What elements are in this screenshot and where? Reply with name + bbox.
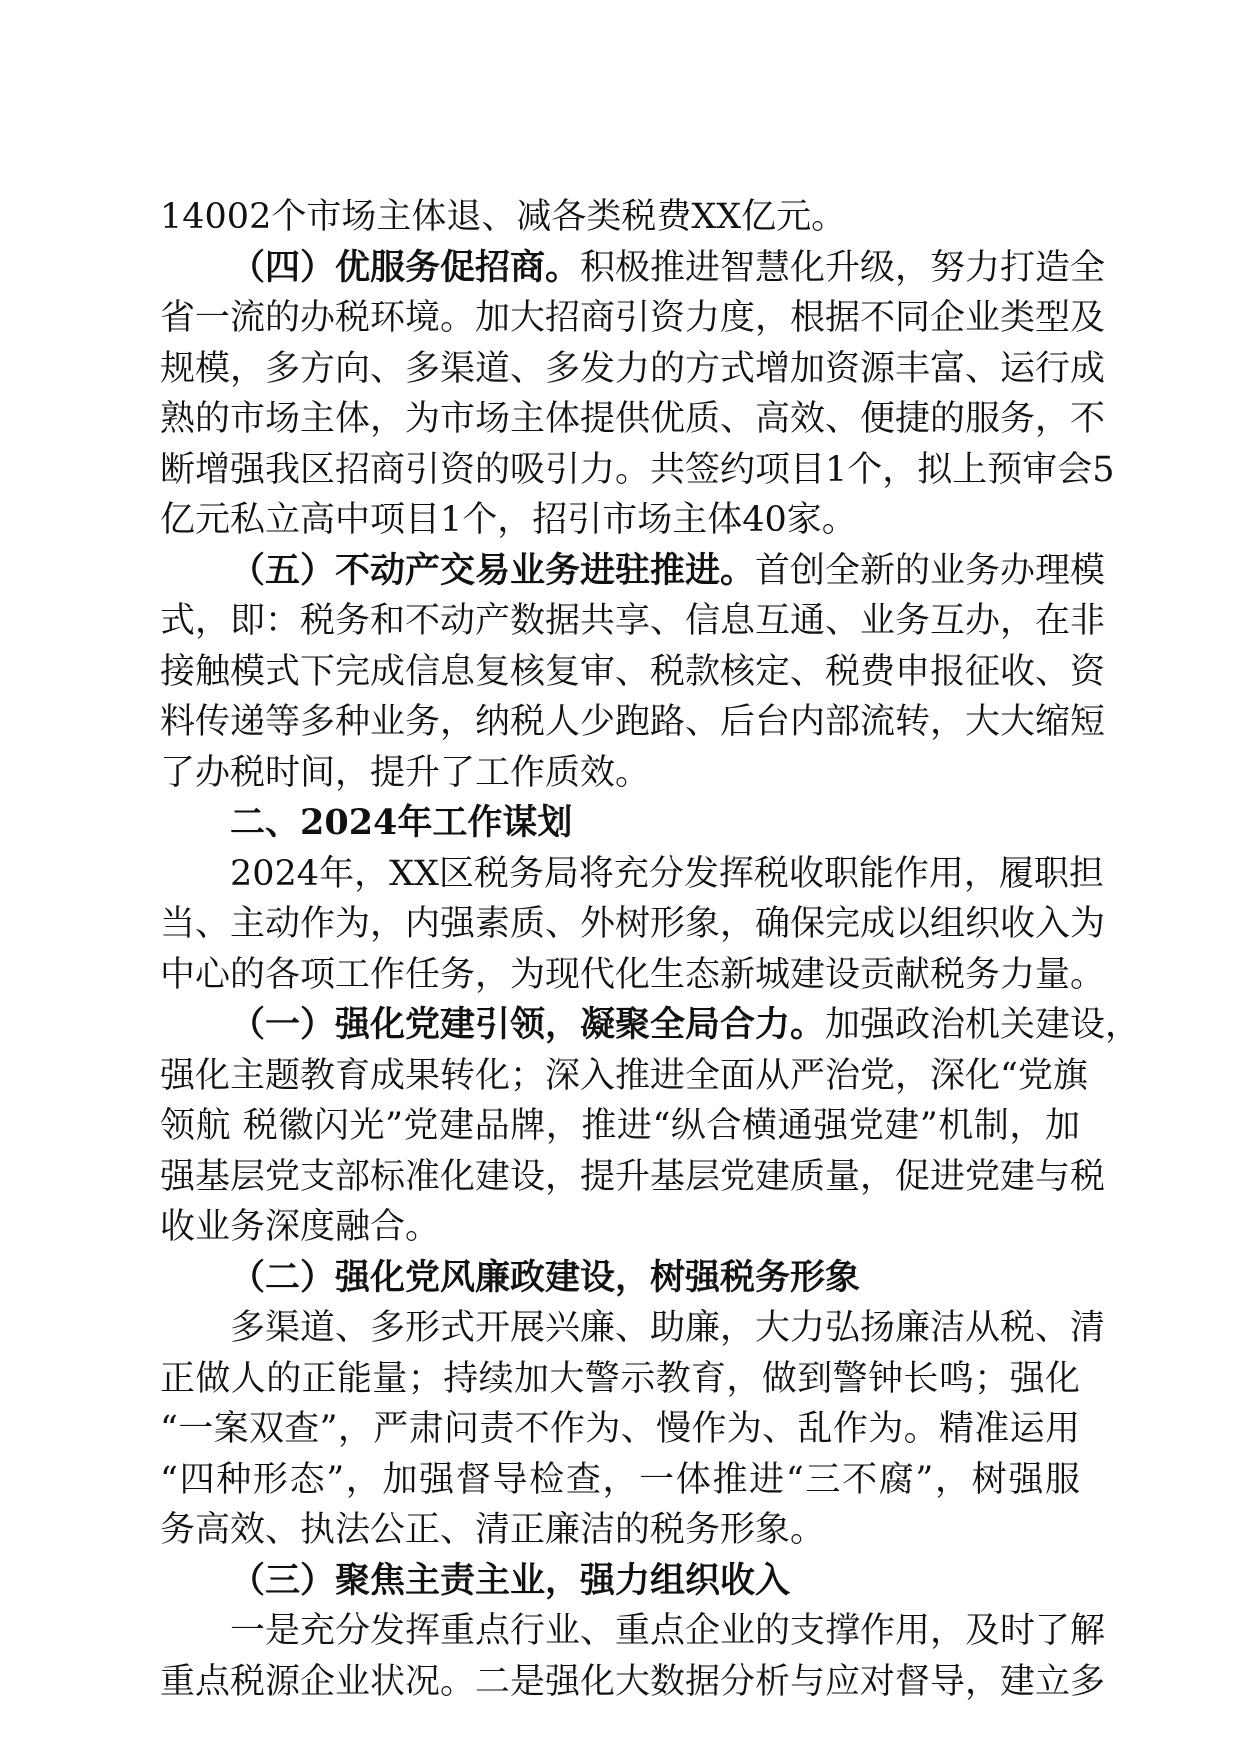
text-line: 当、主动作为，内强素质、外树形象，确保完成以组织收入为 xyxy=(160,904,1106,944)
paragraph-first-line xyxy=(160,1000,1141,1051)
paragraph-first-line xyxy=(160,243,1106,294)
paragraph-lead: （五）不动产交易业务进驻推进。 xyxy=(230,549,756,591)
text-line: 了办税时间，提升了工作质效。 xyxy=(160,752,651,793)
text-line: “四种形态”，加强督导检查，一体推进“三不腐”，树强服 xyxy=(160,1459,1080,1500)
text-line: 规模，多方向、多渠道、多发力的方式增加资源丰富、运行成 xyxy=(160,348,1106,389)
subsection-heading: （二）强化党风廉政建设，树强税务形象 xyxy=(230,1256,861,1298)
text-line: 断增强我区招商引资的吸引力。共签约项目1个，拟上预审会5 xyxy=(160,449,1115,490)
text-line: 收业务深度融合。 xyxy=(160,1207,441,1247)
document-body xyxy=(160,192,1141,1707)
text-line: 式，即：税务和不动产数据共享、信息互通、业务互办，在非 xyxy=(160,601,1106,641)
paragraph-first-line xyxy=(160,546,1106,597)
text-run: 加强政治机关建设， xyxy=(825,1005,1141,1045)
paragraph-lead: （四）优服务促招商。 xyxy=(230,246,581,288)
text-line: 强化主题教育成果转化；深入推进全面从严治党，深化“党旗 xyxy=(160,1055,1088,1096)
text-line: 14002个市场主体退、减各类税费XX亿元。 xyxy=(160,197,847,237)
text-line: 领航 税徽闪光”党建品牌，推进“纵合横通强党建”机制，加 xyxy=(160,1106,1080,1146)
paragraph-first-line: 一是充分发挥重点行业、重点企业的支撑作用，及时了解 xyxy=(230,1611,1106,1651)
text-line: 熟的市场主体，为市场主体提供优质、高效、便捷的服务，不 xyxy=(160,399,1106,439)
paragraph-first-line: 多渠道、多形式开展兴廉、助廉，大力弘扬廉洁从税、清 xyxy=(230,1308,1106,1348)
text-line: 重点税源企业状况。二是强化大数据分析与应对督导，建立多 xyxy=(160,1661,1106,1702)
text-line: 亿元私立高中项目1个，招引市场主体40家。 xyxy=(160,500,857,540)
subsection-heading: （三）聚焦主责主业，强力组织收入 xyxy=(230,1559,791,1601)
paragraph-lead: （一）强化党建引领，凝聚全局合力。 xyxy=(230,1004,826,1045)
text-line: 务高效、执法公正、清正廉洁的税务形象。 xyxy=(160,1510,826,1550)
text-line: “一案双查”，严肃问责不作为、慢作为、乱作为。精准运用 xyxy=(160,1409,1080,1449)
section-heading: 二、2024年工作谋划 xyxy=(230,802,573,843)
text-run: 首创全新的业务办理模 xyxy=(755,550,1106,591)
text-line: 省一流的办税环境。加大招商引资力度，根据不同企业类型及 xyxy=(160,298,1106,338)
text-line: 接触模式下完成信息复核复审、税款核定、税费申报征收、资 xyxy=(160,651,1106,692)
text-line: 料传递等多种业务，纳税人少跑路、后台内部流转，大大缩短 xyxy=(160,702,1106,742)
text-line: 强基层党支部标准化建设，提升基层党建质量，促进党建与税 xyxy=(160,1156,1106,1197)
text-run: 积极推进智慧化升级，努力打造全 xyxy=(580,247,1106,288)
text-line: 中心的各项工作任务，为现代化生态新城建设贡献税务力量。 xyxy=(160,954,1106,995)
paragraph-first-line: 2024年，XX区税务局将充分发挥税收职能作用，履职担 xyxy=(230,853,1104,894)
text-line: 正做人的正能量；持续加大警示教育，做到警钟长鸣；强化 xyxy=(160,1358,1080,1399)
